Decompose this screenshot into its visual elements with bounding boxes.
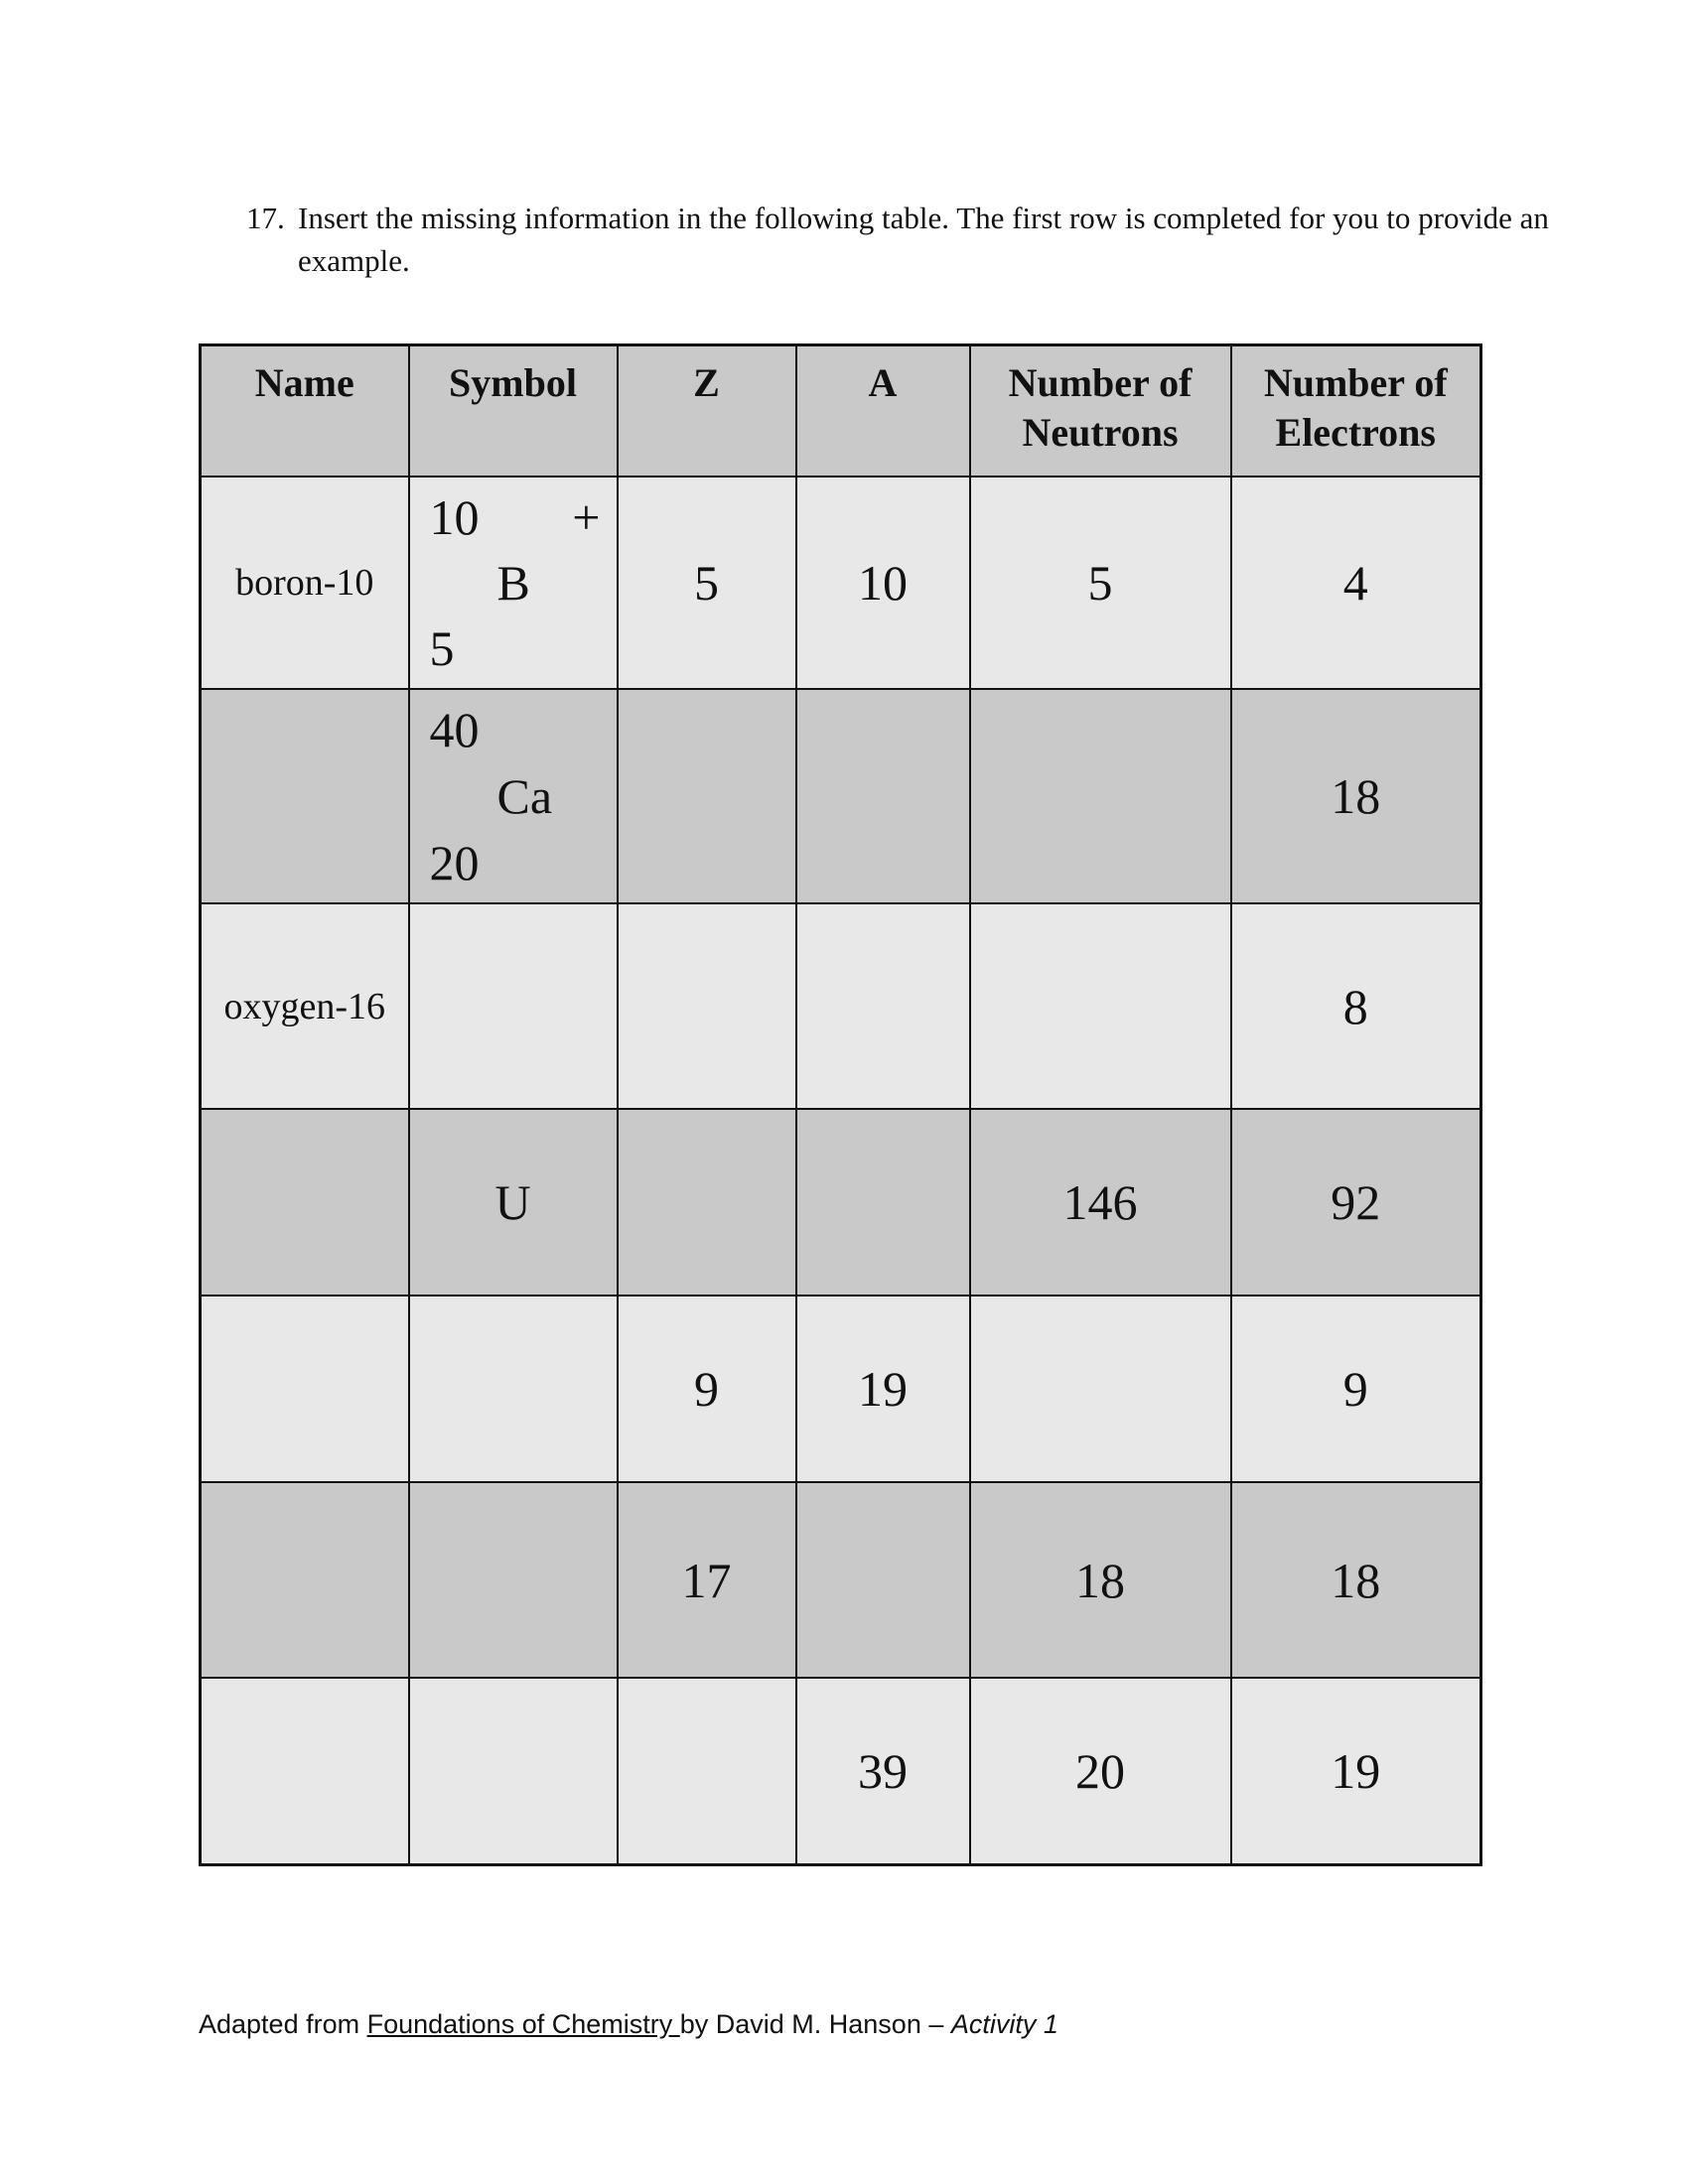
cell-symbol[interactable]: [409, 1296, 618, 1482]
cell-z[interactable]: [618, 1109, 796, 1296]
header-row: [201, 345, 1481, 478]
cell-symbol[interactable]: [409, 903, 618, 1109]
cell-name[interactable]: [201, 1109, 409, 1296]
cell-name: boron-10: [201, 477, 409, 689]
question-body: Insert the missing information in the following table. The first row is completed for you to provide an example.: [298, 201, 1549, 278]
cell-symbol: [409, 477, 618, 689]
cell-electrons[interactable]: 4: [1231, 477, 1481, 689]
mass-number: 10: [429, 489, 480, 545]
cell-symbol[interactable]: [409, 1482, 618, 1678]
element-symbol: B: [496, 555, 530, 611]
cell-electrons[interactable]: 19: [1231, 1678, 1481, 1864]
atomic-number: 5: [429, 620, 455, 676]
table-row-7: [201, 1678, 1481, 1864]
cell-a[interactable]: [796, 689, 970, 903]
cell-symbol: [409, 1109, 618, 1296]
ion-charge: +: [572, 489, 601, 545]
activity-label: Activity 1: [950, 2009, 1058, 2039]
cell-name[interactable]: [201, 1678, 409, 1864]
header-electrons: Number of Electrons: [1231, 345, 1481, 478]
header-z: Z: [618, 345, 796, 478]
header-a: A: [796, 345, 970, 478]
element-symbol: U: [494, 1174, 531, 1230]
header-neutrons: Number of Neutrons: [970, 345, 1231, 478]
citation: [199, 2009, 1058, 2040]
header-name: Name: [201, 345, 409, 478]
cell-z[interactable]: 17: [618, 1482, 796, 1678]
atomic-number: 20: [429, 835, 480, 890]
cell-name[interactable]: [201, 1296, 409, 1482]
cell-electrons[interactable]: 92: [1231, 1109, 1481, 1296]
element-symbol: Ca: [496, 768, 553, 824]
table-row-1: [201, 477, 1481, 689]
cell-symbol[interactable]: [409, 1678, 618, 1864]
cell-z[interactable]: 9: [618, 1296, 796, 1482]
cell-z[interactable]: [618, 903, 796, 1109]
isotope-table: [199, 343, 1482, 1866]
cell-name[interactable]: [201, 689, 409, 903]
citation-author: by David M. Hanson –: [679, 2009, 951, 2039]
cell-z[interactable]: [618, 689, 796, 903]
table-row-2: [201, 689, 1481, 903]
table-row-4: [201, 1109, 1481, 1296]
cell-electrons[interactable]: 8: [1231, 903, 1481, 1109]
cell-a[interactable]: 10: [796, 477, 970, 689]
cell-symbol: [409, 689, 618, 903]
question-number: 17.: [246, 201, 285, 235]
cell-a[interactable]: 39: [796, 1678, 970, 1864]
cell-a[interactable]: [796, 1109, 970, 1296]
cell-z[interactable]: 5: [618, 477, 796, 689]
table-row-5: [201, 1296, 1481, 1482]
mass-number: 40: [429, 702, 480, 757]
book-title: Foundations of Chemistry: [366, 2009, 680, 2039]
cell-electrons[interactable]: 18: [1231, 689, 1481, 903]
cell-name: oxygen-16: [201, 903, 409, 1109]
cell-neutrons[interactable]: 18: [970, 1482, 1231, 1678]
cell-a[interactable]: [796, 1482, 970, 1678]
header-symbol: Symbol: [409, 345, 618, 478]
cell-a[interactable]: 19: [796, 1296, 970, 1482]
citation-prefix: Adapted from: [199, 2009, 367, 2039]
cell-neutrons[interactable]: [970, 903, 1231, 1109]
table-row-3: [201, 903, 1481, 1109]
question-text: [246, 197, 1549, 282]
cell-neutrons[interactable]: 146: [970, 1109, 1231, 1296]
cell-neutrons[interactable]: [970, 1296, 1231, 1482]
cell-name[interactable]: [201, 1482, 409, 1678]
cell-a[interactable]: [796, 903, 970, 1109]
cell-electrons[interactable]: 18: [1231, 1482, 1481, 1678]
cell-z[interactable]: [618, 1678, 796, 1864]
cell-neutrons[interactable]: 20: [970, 1678, 1231, 1864]
cell-electrons[interactable]: 9: [1231, 1296, 1481, 1482]
table-row-6: [201, 1482, 1481, 1678]
cell-neutrons[interactable]: 5: [970, 477, 1231, 689]
cell-neutrons[interactable]: [970, 689, 1231, 903]
